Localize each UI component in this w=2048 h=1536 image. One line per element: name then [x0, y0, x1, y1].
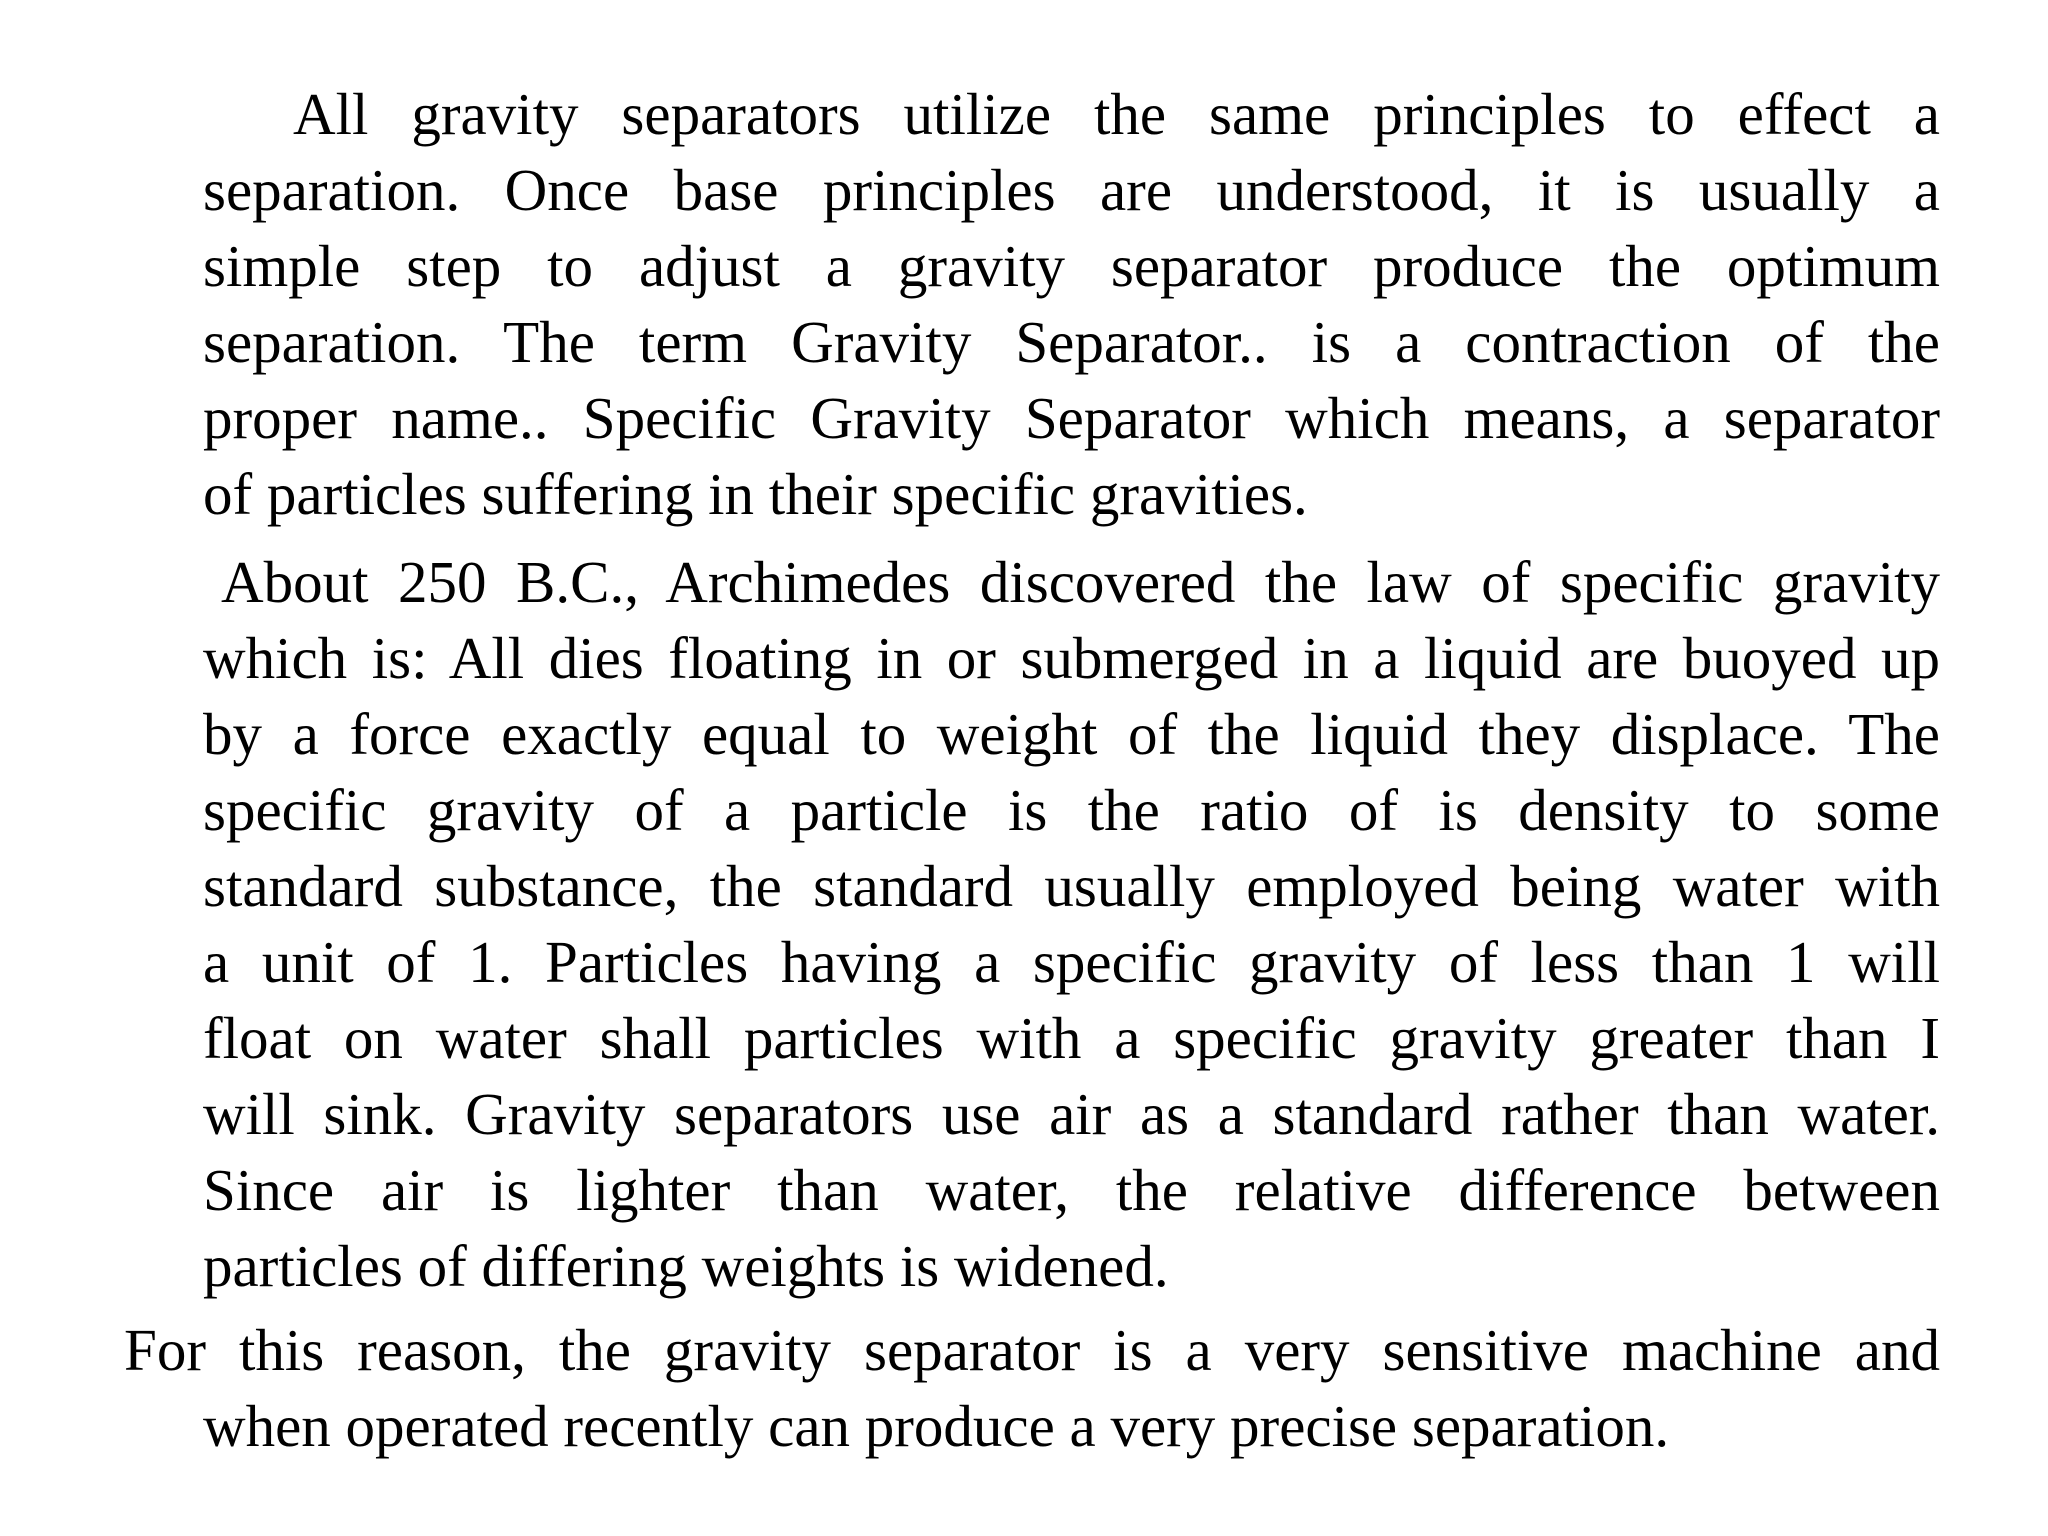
text-line: specific gravity of a particle is the ratio of is density to some: [203, 777, 1940, 843]
text-line: when operated recently can produce a very precise separation.: [203, 1393, 1670, 1459]
text-line: separation. Once base principles are understood, it is usually a: [203, 157, 1940, 223]
text-line: All gravity separators utilize the same principles to effect a: [293, 81, 1940, 147]
text-line: For this reason, the gravity separator is a very sensitive machine and: [124, 1317, 1940, 1383]
text-line: standard substance, the standard usually employed being water with: [203, 853, 1940, 919]
paragraph-gravity-separators-intro: [203, 76, 1940, 532]
text-line: will sink. Gravity separators use air as a standard rather than water.: [203, 1081, 1940, 1147]
text-line: proper name.. Specific Gravity Separator which means, a separator: [203, 385, 1940, 451]
text-line: Since air is lighter than water, the relative difference between: [203, 1157, 1940, 1223]
text-line: About 250 B.C., Archimedes discovered the law of specific gravity: [221, 549, 1940, 615]
paragraph-sensitive-machine: [124, 1312, 1940, 1464]
paragraph-archimedes-law: [203, 544, 1940, 1304]
text-line: simple step to adjust a gravity separator produce the optimum: [203, 233, 1940, 299]
text-line: separation. The term Gravity Separator.. is a contraction of the: [203, 309, 1940, 375]
text-line: by a force exactly equal to weight of the liquid they displace. The: [203, 701, 1940, 767]
text-line: which is: All dies floating in or submerged in a liquid are buoyed up: [203, 625, 1940, 691]
text-line: particles of differing weights is widened.: [203, 1233, 1169, 1299]
text-line: a unit of 1. Particles having a specific gravity of less than 1 will: [203, 929, 1940, 995]
text-line: of particles suffering in their specific gravities.: [203, 461, 1308, 527]
text-line: float on water shall particles with a specific gravity greater than I: [203, 1005, 1940, 1071]
